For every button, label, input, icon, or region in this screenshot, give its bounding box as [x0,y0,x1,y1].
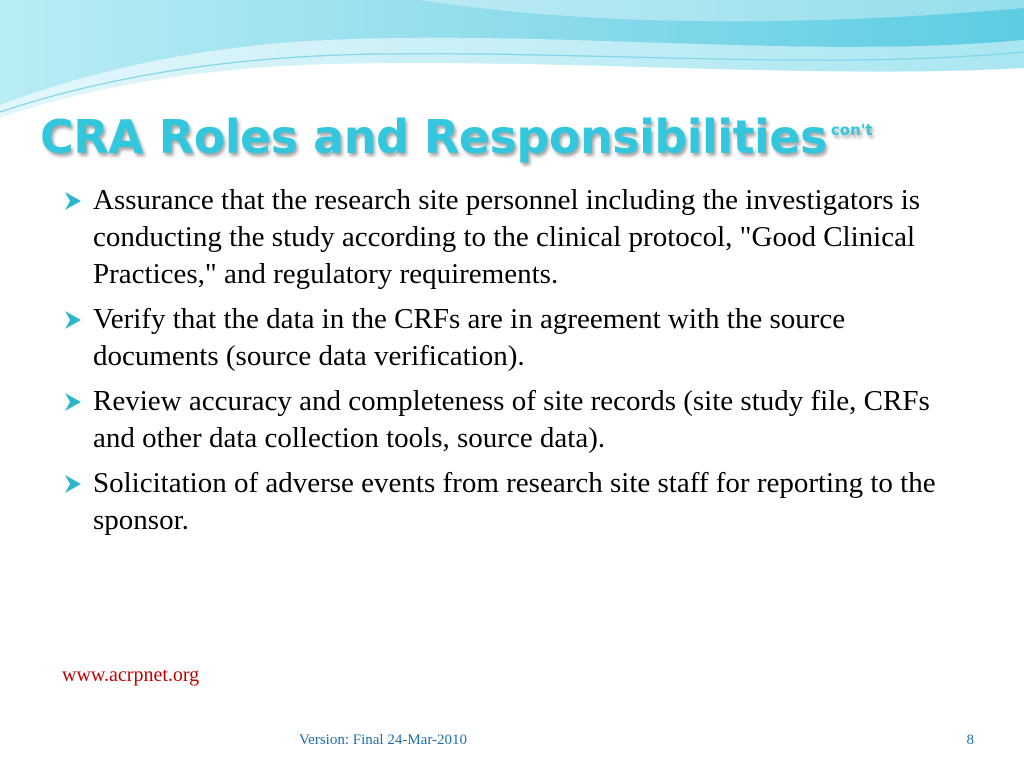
slide-title [40,100,873,167]
slide-title-text: CRA Roles and Responsibilities [40,110,827,164]
page-number: 8 [966,732,974,748]
arrow-bullet-icon [62,473,84,495]
bullet-text: Review accuracy and completeness of site records (site study file, CRFs and other data collection tools, source data). [93,385,930,454]
arrow-bullet-icon [62,190,84,212]
arrow-bullet-icon [62,309,84,331]
bullet-item [62,383,962,457]
website-link[interactable]: www.acrpnet.org [62,664,200,686]
bullet-text: Verify that the data in the CRFs are in agreement with the source documents (source data verification). [93,303,846,372]
bullet-item [62,465,962,539]
arrow-bullet-icon [62,391,84,413]
bullet-list [62,182,962,547]
bullet-item [62,182,962,293]
bullet-text: Solicitation of adverse events from research site staff for reporting to the sponsor. [93,467,936,536]
bullet-item [62,301,962,375]
bullet-text: Assurance that the research site personnel including the investigators is conducting the study according to the clinical protocol, "Good Clinical Practices," and regulatory requirements. [93,184,921,290]
slide-title-suffix: con't [830,121,873,139]
footer-version: Version: Final 24-Mar-2010 [299,732,468,748]
